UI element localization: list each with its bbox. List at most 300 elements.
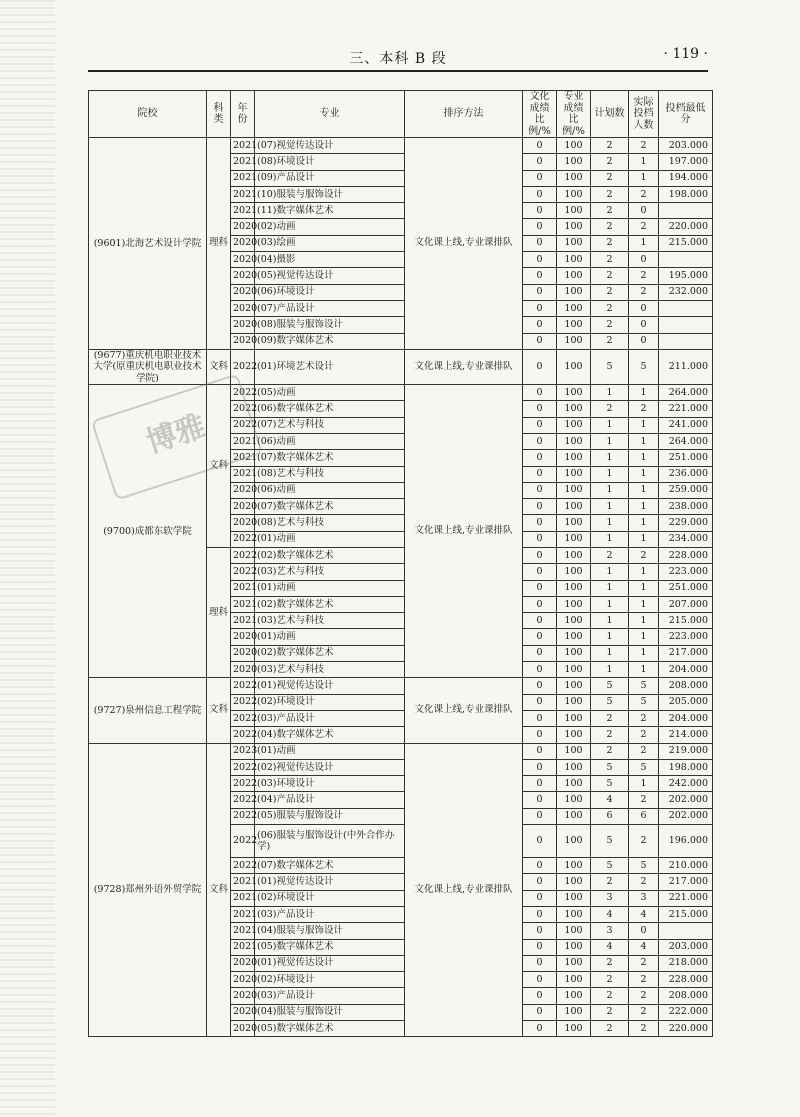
- enrolled-count-cell: 1: [629, 385, 659, 401]
- school-name: (9601)北海艺术设计学院: [89, 138, 207, 350]
- year-cell: 2022: [231, 808, 255, 824]
- year-cell: 2021: [231, 466, 255, 482]
- prof-ratio-cell: 100: [557, 401, 591, 417]
- min-score-cell: 223.000: [659, 629, 713, 645]
- major-cell: (08)艺术与科技: [255, 515, 405, 531]
- prof-ratio-cell: 100: [557, 596, 591, 612]
- major-cell: (11)数字媒体艺术: [255, 203, 405, 219]
- enrolled-count-cell: 1: [629, 450, 659, 466]
- year-cell: 2020: [231, 988, 255, 1004]
- year-cell: 2022: [231, 531, 255, 547]
- min-score-cell: 259.000: [659, 482, 713, 498]
- culture-ratio-cell: 0: [523, 252, 557, 268]
- plan-count-cell: 1: [591, 385, 629, 401]
- year-cell: 2020: [231, 662, 255, 678]
- prof-ratio-cell: 100: [557, 939, 591, 955]
- culture-ratio-cell: 0: [523, 792, 557, 808]
- min-score-cell: 198.000: [659, 186, 713, 202]
- major-cell: (07)数字媒体艺术: [255, 499, 405, 515]
- subject-type: 理科: [207, 138, 231, 350]
- year-cell: 2020: [231, 629, 255, 645]
- ranking-method: 文化课上线,专业课排队: [405, 743, 523, 1037]
- prof-ratio-cell: 100: [557, 564, 591, 580]
- year-cell: 2020: [231, 1021, 255, 1037]
- major-cell: (05)数字媒体艺术: [255, 1021, 405, 1037]
- major-cell: (01)环境艺术设计: [255, 349, 405, 384]
- major-cell: (01)视觉传达设计: [255, 678, 405, 694]
- table-row: [89, 349, 713, 384]
- culture-ratio-cell: 0: [523, 759, 557, 775]
- major-cell: (01)动画: [255, 531, 405, 547]
- culture-ratio-cell: 0: [523, 450, 557, 466]
- plan-count-cell: 2: [591, 972, 629, 988]
- school-name: (9677)重庆机电职业技术大学(原重庆机电职业技术学院): [89, 349, 207, 384]
- enrolled-count-cell: 1: [629, 235, 659, 251]
- prof-ratio-cell: 100: [557, 874, 591, 890]
- year-cell: 2020: [231, 972, 255, 988]
- prof-ratio-cell: 100: [557, 284, 591, 300]
- enrolled-count-cell: 1: [629, 170, 659, 186]
- enrolled-count-cell: 2: [629, 825, 659, 858]
- plan-count-cell: 6: [591, 808, 629, 824]
- enrolled-count-cell: 5: [629, 858, 659, 874]
- prof-ratio-cell: 100: [557, 955, 591, 971]
- enrolled-count-cell: 2: [629, 710, 659, 726]
- min-score-cell: 236.000: [659, 466, 713, 482]
- prof-ratio-cell: 100: [557, 466, 591, 482]
- year-cell: 2021: [231, 596, 255, 612]
- major-cell: (03)产品设计: [255, 710, 405, 726]
- enrolled-count-cell: 2: [629, 138, 659, 154]
- ranking-method: 文化课上线,专业课排队: [405, 385, 523, 678]
- min-score-cell: [659, 317, 713, 333]
- year-cell: 2020: [231, 300, 255, 316]
- enrolled-count-cell: 1: [629, 613, 659, 629]
- plan-count-cell: 4: [591, 792, 629, 808]
- enrolled-count-cell: 2: [629, 401, 659, 417]
- enrolled-count-cell: 1: [629, 482, 659, 498]
- plan-count-cell: 1: [591, 417, 629, 433]
- major-cell: (03)产品设计: [255, 988, 405, 1004]
- culture-ratio-cell: 0: [523, 417, 557, 433]
- col-year: 年份: [231, 91, 255, 138]
- prof-ratio-cell: 100: [557, 613, 591, 629]
- culture-ratio-cell: 0: [523, 203, 557, 219]
- major-cell: (04)服装与服饰设计: [255, 1004, 405, 1020]
- min-score-cell: 204.000: [659, 662, 713, 678]
- culture-ratio-cell: 0: [523, 482, 557, 498]
- enrolled-count-cell: 4: [629, 906, 659, 922]
- culture-ratio-cell: 0: [523, 385, 557, 401]
- culture-ratio-cell: 0: [523, 890, 557, 906]
- major-cell: (07)数字媒体艺术: [255, 450, 405, 466]
- table-row: [89, 138, 713, 154]
- major-cell: (04)服装与服饰设计: [255, 923, 405, 939]
- plan-count-cell: 5: [591, 694, 629, 710]
- year-cell: 2020: [231, 284, 255, 300]
- prof-ratio-cell: 100: [557, 138, 591, 154]
- major-cell: (04)数字媒体艺术: [255, 727, 405, 743]
- min-score-cell: 219.000: [659, 743, 713, 759]
- year-cell: 2020: [231, 499, 255, 515]
- min-score-cell: 207.000: [659, 596, 713, 612]
- year-cell: 2021: [231, 450, 255, 466]
- plan-count-cell: 3: [591, 890, 629, 906]
- prof-ratio-cell: 100: [557, 252, 591, 268]
- year-cell: 2021: [231, 906, 255, 922]
- year-cell: 2022: [231, 759, 255, 775]
- plan-count-cell: 2: [591, 1021, 629, 1037]
- culture-ratio-cell: 0: [523, 645, 557, 661]
- year-cell: 2020: [231, 515, 255, 531]
- col-culture-ratio: 文化成绩比例/%: [523, 91, 557, 138]
- culture-ratio-cell: 0: [523, 988, 557, 1004]
- enrolled-count-cell: 1: [629, 580, 659, 596]
- culture-ratio-cell: 0: [523, 906, 557, 922]
- prof-ratio-cell: 100: [557, 482, 591, 498]
- min-score-cell: [659, 252, 713, 268]
- min-score-cell: 251.000: [659, 450, 713, 466]
- major-cell: (03)艺术与科技: [255, 564, 405, 580]
- year-cell: 2022: [231, 710, 255, 726]
- prof-ratio-cell: 100: [557, 808, 591, 824]
- min-score-cell: 198.000: [659, 759, 713, 775]
- year-cell: 2022: [231, 564, 255, 580]
- major-cell: (01)动画: [255, 580, 405, 596]
- major-cell: (09)数字媒体艺术: [255, 333, 405, 349]
- enrolled-count-cell: 1: [629, 417, 659, 433]
- enrolled-count-cell: 2: [629, 972, 659, 988]
- enrolled-count-cell: 1: [629, 154, 659, 170]
- year-cell: 2021: [231, 203, 255, 219]
- enrolled-count-cell: 0: [629, 252, 659, 268]
- plan-count-cell: 2: [591, 219, 629, 235]
- enrolled-count-cell: 0: [629, 203, 659, 219]
- ranking-method: 文化课上线,专业课排队: [405, 678, 523, 743]
- culture-ratio-cell: 0: [523, 300, 557, 316]
- col-enroll: 实际投档人数: [629, 91, 659, 138]
- year-cell: 2022: [231, 417, 255, 433]
- min-score-cell: 202.000: [659, 792, 713, 808]
- min-score-cell: 197.000: [659, 154, 713, 170]
- culture-ratio-cell: 0: [523, 972, 557, 988]
- major-cell: (07)数字媒体艺术: [255, 858, 405, 874]
- year-cell: 2020: [231, 235, 255, 251]
- major-cell: (01)动画: [255, 629, 405, 645]
- min-score-cell: 221.000: [659, 401, 713, 417]
- plan-count-cell: 2: [591, 955, 629, 971]
- plan-count-cell: 1: [591, 645, 629, 661]
- year-cell: 2021: [231, 154, 255, 170]
- plan-count-cell: 1: [591, 564, 629, 580]
- subject-type: 文科: [207, 385, 231, 548]
- prof-ratio-cell: 100: [557, 317, 591, 333]
- year-cell: 2021: [231, 138, 255, 154]
- plan-count-cell: 2: [591, 284, 629, 300]
- enrolled-count-cell: 2: [629, 743, 659, 759]
- min-score-cell: [659, 203, 713, 219]
- year-cell: 2021: [231, 923, 255, 939]
- prof-ratio-cell: 100: [557, 268, 591, 284]
- major-cell: (03)艺术与科技: [255, 662, 405, 678]
- plan-count-cell: 1: [591, 596, 629, 612]
- major-cell: (07)产品设计: [255, 300, 405, 316]
- year-cell: 2021: [231, 433, 255, 449]
- plan-count-cell: 2: [591, 548, 629, 564]
- major-cell: (04)产品设计: [255, 792, 405, 808]
- prof-ratio-cell: 100: [557, 890, 591, 906]
- plan-count-cell: 5: [591, 776, 629, 792]
- col-min-score: 投档最低分: [659, 91, 713, 138]
- col-major: 专业: [255, 91, 405, 138]
- year-cell: 2022: [231, 727, 255, 743]
- year-cell: 2020: [231, 219, 255, 235]
- min-score-cell: 229.000: [659, 515, 713, 531]
- enrolled-count-cell: 1: [629, 776, 659, 792]
- plan-count-cell: 1: [591, 450, 629, 466]
- plan-count-cell: 1: [591, 580, 629, 596]
- plan-count-cell: 2: [591, 401, 629, 417]
- min-score-cell: 196.000: [659, 825, 713, 858]
- enrolled-count-cell: 0: [629, 300, 659, 316]
- prof-ratio-cell: 100: [557, 1004, 591, 1020]
- enrolled-count-cell: 0: [629, 333, 659, 349]
- enrolled-count-cell: 5: [629, 349, 659, 384]
- culture-ratio-cell: 0: [523, 710, 557, 726]
- culture-ratio-cell: 0: [523, 678, 557, 694]
- min-score-cell: 234.000: [659, 531, 713, 547]
- plan-count-cell: 4: [591, 939, 629, 955]
- prof-ratio-cell: 100: [557, 417, 591, 433]
- enrolled-count-cell: 1: [629, 645, 659, 661]
- enrolled-count-cell: 0: [629, 923, 659, 939]
- page-title: 三、本科 B 段: [349, 51, 447, 67]
- culture-ratio-cell: 0: [523, 1021, 557, 1037]
- major-cell: (02)数字媒体艺术: [255, 548, 405, 564]
- enrolled-count-cell: 2: [629, 955, 659, 971]
- subject-type: 文科: [207, 678, 231, 743]
- culture-ratio-cell: 0: [523, 154, 557, 170]
- plan-count-cell: 5: [591, 825, 629, 858]
- prof-ratio-cell: 100: [557, 300, 591, 316]
- school-name: (9700)成都东软学院: [89, 385, 207, 678]
- culture-ratio-cell: 0: [523, 235, 557, 251]
- prof-ratio-cell: 100: [557, 450, 591, 466]
- year-cell: 2022: [231, 401, 255, 417]
- culture-ratio-cell: 0: [523, 317, 557, 333]
- prof-ratio-cell: 100: [557, 678, 591, 694]
- plan-count-cell: 1: [591, 433, 629, 449]
- min-score-cell: 208.000: [659, 988, 713, 1004]
- min-score-cell: 223.000: [659, 564, 713, 580]
- table-row: [89, 678, 713, 694]
- plan-count-cell: 1: [591, 466, 629, 482]
- prof-ratio-cell: 100: [557, 433, 591, 449]
- min-score-cell: 215.000: [659, 613, 713, 629]
- culture-ratio-cell: 0: [523, 776, 557, 792]
- min-score-cell: 264.000: [659, 385, 713, 401]
- culture-ratio-cell: 0: [523, 548, 557, 564]
- culture-ratio-cell: 0: [523, 743, 557, 759]
- culture-ratio-cell: 0: [523, 333, 557, 349]
- plan-count-cell: 2: [591, 170, 629, 186]
- plan-count-cell: 2: [591, 300, 629, 316]
- enrolled-count-cell: 5: [629, 694, 659, 710]
- prof-ratio-cell: 100: [557, 743, 591, 759]
- prof-ratio-cell: 100: [557, 548, 591, 564]
- prof-ratio-cell: 100: [557, 662, 591, 678]
- year-cell: 2022: [231, 349, 255, 384]
- plan-count-cell: 5: [591, 349, 629, 384]
- major-cell: (06)动画: [255, 482, 405, 498]
- min-score-cell: 242.000: [659, 776, 713, 792]
- culture-ratio-cell: 0: [523, 219, 557, 235]
- enrolled-count-cell: 1: [629, 662, 659, 678]
- culture-ratio-cell: 0: [523, 613, 557, 629]
- culture-ratio-cell: 0: [523, 186, 557, 202]
- plan-count-cell: 2: [591, 186, 629, 202]
- subject-type: 文科: [207, 349, 231, 384]
- enrolled-count-cell: 2: [629, 988, 659, 1004]
- plan-count-cell: 1: [591, 662, 629, 678]
- year-cell: 2020: [231, 955, 255, 971]
- min-score-cell: 202.000: [659, 808, 713, 824]
- scan-edge-texture: [0, 0, 55, 1117]
- plan-count-cell: 5: [591, 759, 629, 775]
- major-cell: (01)视觉传达设计: [255, 955, 405, 971]
- year-cell: 2021: [231, 939, 255, 955]
- min-score-cell: 208.000: [659, 678, 713, 694]
- min-score-cell: 241.000: [659, 417, 713, 433]
- major-cell: (09)产品设计: [255, 170, 405, 186]
- enrolled-count-cell: 0: [629, 317, 659, 333]
- min-score-cell: 217.000: [659, 874, 713, 890]
- prof-ratio-cell: 100: [557, 170, 591, 186]
- prof-ratio-cell: 100: [557, 645, 591, 661]
- plan-count-cell: 3: [591, 923, 629, 939]
- year-cell: 2020: [231, 252, 255, 268]
- prof-ratio-cell: 100: [557, 580, 591, 596]
- major-cell: (05)动画: [255, 385, 405, 401]
- plan-count-cell: 2: [591, 743, 629, 759]
- culture-ratio-cell: 0: [523, 433, 557, 449]
- enrolled-count-cell: 2: [629, 219, 659, 235]
- prof-ratio-cell: 100: [557, 385, 591, 401]
- major-cell: (02)环境设计: [255, 890, 405, 906]
- year-cell: 2022: [231, 825, 255, 858]
- enrolled-count-cell: 4: [629, 939, 659, 955]
- plan-count-cell: 5: [591, 678, 629, 694]
- plan-count-cell: 2: [591, 988, 629, 1004]
- year-cell: 2021: [231, 186, 255, 202]
- year-cell: 2022: [231, 548, 255, 564]
- prof-ratio-cell: 100: [557, 792, 591, 808]
- min-score-cell: 211.000: [659, 349, 713, 384]
- min-score-cell: 238.000: [659, 499, 713, 515]
- culture-ratio-cell: 0: [523, 1004, 557, 1020]
- major-cell: (10)服装与服饰设计: [255, 186, 405, 202]
- prof-ratio-cell: 100: [557, 825, 591, 858]
- admission-table: [88, 90, 713, 1037]
- major-cell: (05)视觉传达设计: [255, 268, 405, 284]
- culture-ratio-cell: 0: [523, 515, 557, 531]
- year-cell: 2021: [231, 874, 255, 890]
- min-score-cell: 220.000: [659, 219, 713, 235]
- min-score-cell: 217.000: [659, 645, 713, 661]
- major-cell: (01)动画: [255, 743, 405, 759]
- plan-count-cell: 2: [591, 252, 629, 268]
- subject-type: 理科: [207, 548, 231, 678]
- prof-ratio-cell: 100: [557, 776, 591, 792]
- prof-ratio-cell: 100: [557, 694, 591, 710]
- plan-count-cell: 2: [591, 333, 629, 349]
- major-cell: (08)环境设计: [255, 154, 405, 170]
- min-score-cell: [659, 923, 713, 939]
- year-cell: 2021: [231, 170, 255, 186]
- prof-ratio-cell: 100: [557, 629, 591, 645]
- table-body: [89, 138, 713, 1037]
- year-cell: 2021: [231, 613, 255, 629]
- min-score-cell: [659, 300, 713, 316]
- major-cell: (02)数字媒体艺术: [255, 645, 405, 661]
- culture-ratio-cell: 0: [523, 694, 557, 710]
- year-cell: 2021: [231, 580, 255, 596]
- year-cell: 2020: [231, 317, 255, 333]
- culture-ratio-cell: 0: [523, 284, 557, 300]
- prof-ratio-cell: 100: [557, 186, 591, 202]
- prof-ratio-cell: 100: [557, 727, 591, 743]
- table-header-row: [89, 91, 713, 138]
- subject-type: 文科: [207, 743, 231, 1037]
- culture-ratio-cell: 0: [523, 580, 557, 596]
- prof-ratio-cell: 100: [557, 515, 591, 531]
- major-cell: (03)绘画: [255, 235, 405, 251]
- min-score-cell: 264.000: [659, 433, 713, 449]
- min-score-cell: 232.000: [659, 284, 713, 300]
- major-cell: (02)视觉传达设计: [255, 759, 405, 775]
- enrolled-count-cell: 2: [629, 1021, 659, 1037]
- min-score-cell: 228.000: [659, 972, 713, 988]
- min-score-cell: 221.000: [659, 890, 713, 906]
- culture-ratio-cell: 0: [523, 955, 557, 971]
- enrolled-count-cell: 2: [629, 1004, 659, 1020]
- min-score-cell: 210.000: [659, 858, 713, 874]
- year-cell: 2020: [231, 333, 255, 349]
- enrolled-count-cell: 1: [629, 564, 659, 580]
- prof-ratio-cell: 100: [557, 759, 591, 775]
- min-score-cell: 251.000: [659, 580, 713, 596]
- culture-ratio-cell: 0: [523, 727, 557, 743]
- plan-count-cell: 2: [591, 235, 629, 251]
- major-cell: (06)服装与服饰设计(中外合作办学): [255, 825, 405, 858]
- plan-count-cell: 2: [591, 727, 629, 743]
- major-cell: (01)视觉传达设计: [255, 874, 405, 890]
- prof-ratio-cell: 100: [557, 349, 591, 384]
- enrolled-count-cell: 1: [629, 466, 659, 482]
- major-cell: (06)动画: [255, 433, 405, 449]
- min-score-cell: 194.000: [659, 170, 713, 186]
- year-cell: 2020: [231, 268, 255, 284]
- major-cell: (02)环境设计: [255, 694, 405, 710]
- plan-count-cell: 1: [591, 531, 629, 547]
- prof-ratio-cell: 100: [557, 858, 591, 874]
- min-score-cell: 205.000: [659, 694, 713, 710]
- prof-ratio-cell: 100: [557, 333, 591, 349]
- year-cell: 2022: [231, 385, 255, 401]
- plan-count-cell: 2: [591, 154, 629, 170]
- col-prof-ratio: 专业成绩比例/%: [557, 91, 591, 138]
- plan-count-cell: 2: [591, 138, 629, 154]
